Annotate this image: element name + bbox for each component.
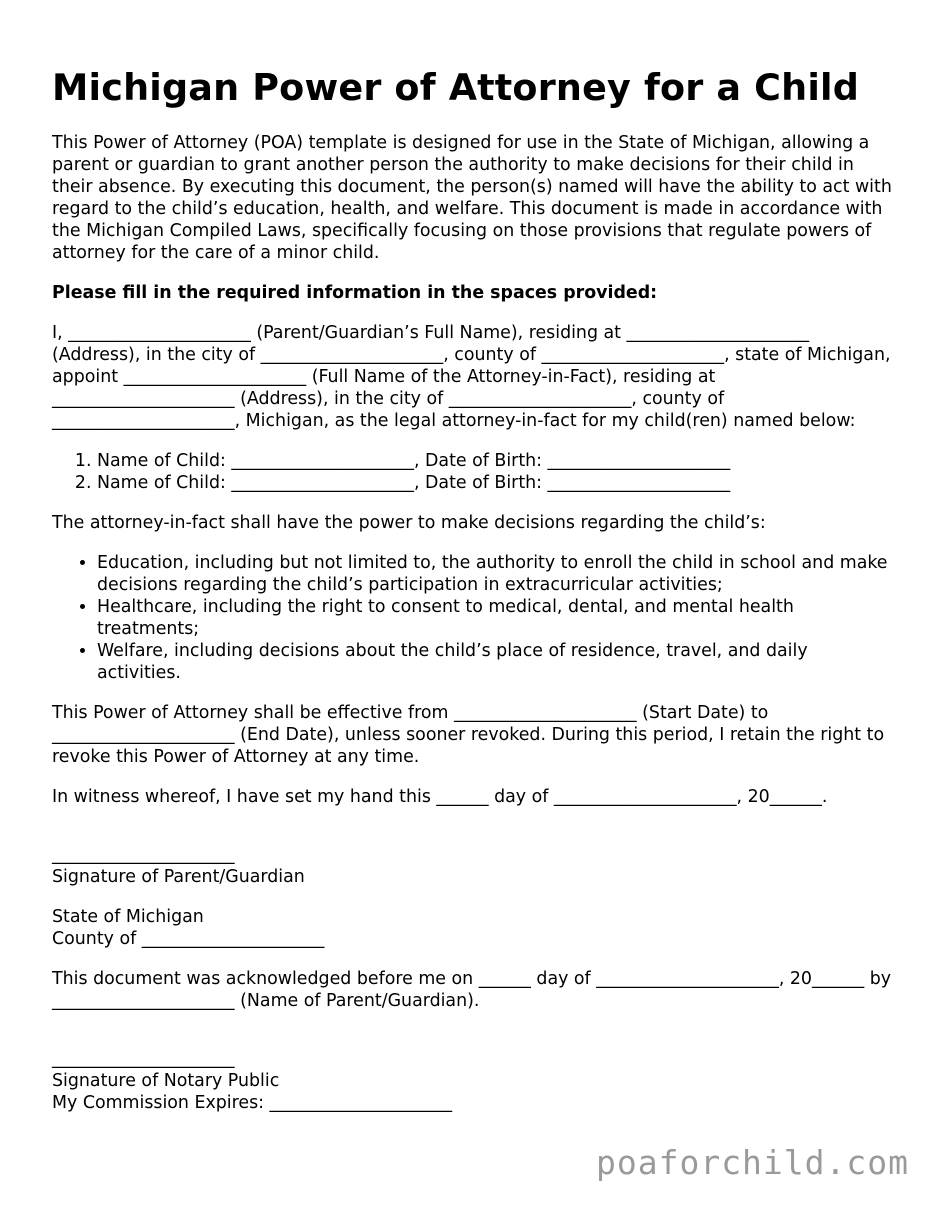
parent-signature-block — [52, 844, 892, 888]
list-item: • Welfare, including decisions about the child’s place of residence, travel, and daily activities. — [97, 640, 892, 684]
commission-expires: My Commission Expires: _____________________ — [52, 1093, 453, 1113]
page-title: Michigan Power of Attorney for a Child — [52, 66, 860, 109]
notary-signature-block — [52, 1048, 892, 1114]
list-item: 2. Name of Child: _____________________, Date of Birth: _____________________ — [97, 472, 892, 494]
instruction-text: Please fill in the required information in the spaces provided: — [52, 283, 658, 303]
parent-signature-line: _____________________ — [52, 845, 235, 865]
notary-signature-label: Signature of Notary Public — [52, 1071, 280, 1091]
parent-signature-label: Signature of Parent/Guardian — [52, 867, 305, 887]
appointment-paragraph: I, _____________________ (Parent/Guardian’s Full Name), residing at _____________________ (Address), in the city of _____________________, county of _____________________, state of Michigan, appoint _____________________ (Full Name of the Attorney-in-Fact), residing at _____________________ (Address), in the city of _____________________, county of _____________________, Michigan, as the legal attorney-in-fact for my child(ren) named below: — [52, 323, 891, 431]
powers-intro: The attorney-in-fact shall have the power to make decisions regarding the child’s: — [52, 513, 766, 533]
venue-block — [52, 906, 892, 950]
effective-period-paragraph: This Power of Attorney shall be effective from _____________________ (Start Date) to _____________________ (End Date), unless sooner revoked. During this period, I retain the right to revoke this Power of Attorney at any time. — [52, 703, 885, 767]
list-item: • Education, including but not limited to, the authority to enroll the child in school and make decisions regarding the child’s participation in extracurricular activities; — [97, 552, 892, 596]
acknowledgment-paragraph: This document was acknowledged before me on ______ day of _____________________, 20______ by _____________________ (Name of Parent/Guardian). — [52, 969, 892, 1011]
county-line: County of _____________________ — [52, 929, 325, 949]
intro-paragraph: This Power of Attorney (POA) template is designed for use in the State of Michigan, allowing a parent or guardian to grant another person the authority to make decisions for their child in their absence. By executing this document, the person(s) named will have the ability to act with regard to the child’s education, health, and welfare. This document is made in accordance with the Michigan Compiled Laws, specifically focusing on those provisions that regulate powers of attorney for the care of a minor child. — [52, 133, 892, 263]
list-item: • Healthcare, including the right to consent to medical, dental, and mental health treatments; — [97, 596, 892, 640]
document-page — [52, 62, 892, 1114]
state-line: State of Michigan — [52, 907, 204, 927]
list-item: 1. Name of Child: _____________________, Date of Birth: _____________________ — [97, 450, 892, 472]
notary-signature-line: _____________________ — [52, 1049, 235, 1069]
powers-list — [52, 552, 892, 684]
witness-paragraph: In witness whereof, I have set my hand this ______ day of _____________________, 20______. — [52, 787, 828, 807]
children-list — [52, 450, 892, 494]
watermark: poaforchild.com — [595, 1143, 909, 1182]
